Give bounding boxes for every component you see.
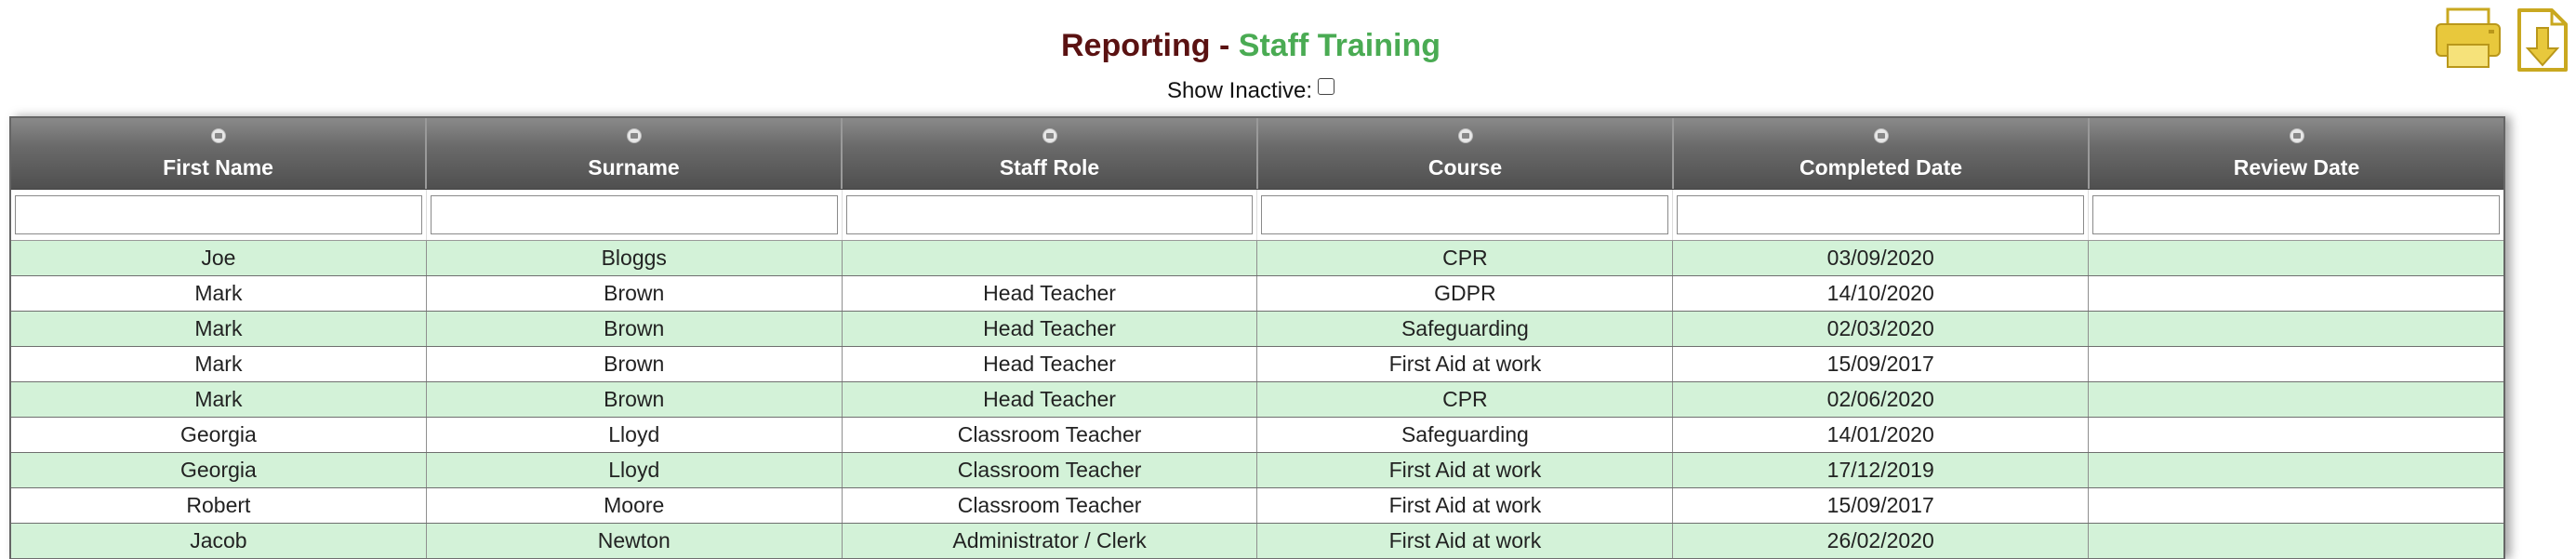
filter-cell [1673,190,2089,240]
cell-first-name: Georgia [11,418,427,452]
cell-surname: Bloggs [427,241,843,275]
cell-course: Safeguarding [1257,418,1673,452]
cell-surname: Lloyd [427,418,843,452]
show-inactive-checkbox[interactable] [1318,78,1334,95]
cell-completed-date: 02/06/2020 [1673,382,2089,417]
cell-staff-role: Classroom Teacher [843,418,1258,452]
cell-course: First Aid at work [1257,347,1673,381]
cell-completed-date: 17/12/2019 [1673,453,2089,487]
filter-row [11,189,2503,241]
table-row[interactable] [11,453,2503,488]
cell-course: GDPR [1257,276,1673,311]
cell-staff-role: Head Teacher [843,312,1258,346]
printer-icon[interactable] [2435,7,2502,69]
cell-staff-role: Administrator / Clerk [843,524,1258,558]
cell-course: First Aid at work [1257,524,1673,558]
filter-cell [2089,190,2503,240]
table-row[interactable] [11,347,2503,382]
filter-input-completed-date[interactable] [1677,195,2084,234]
cell-completed-date: 15/09/2017 [1673,347,2089,381]
cell-review-date [2089,488,2503,523]
cell-course: Safeguarding [1257,312,1673,346]
cell-first-name: Mark [11,382,427,417]
filter-input-surname[interactable] [431,195,838,234]
show-inactive-control [0,78,2502,104]
cell-staff-role: Head Teacher [843,276,1258,311]
column-header-label: Completed Date [1799,155,1963,180]
filter-cell [427,190,843,240]
cell-staff-role: Classroom Teacher [843,453,1258,487]
sort-icon[interactable] [1874,128,1889,143]
cell-surname: Newton [427,524,843,558]
cell-first-name: Mark [11,276,427,311]
column-header-first-name[interactable] [11,118,427,189]
table-row[interactable] [11,488,2503,524]
staff-training-grid [9,116,2505,559]
sort-icon[interactable] [1042,128,1057,143]
cell-course: CPR [1257,382,1673,417]
cell-review-date [2089,418,2503,452]
cell-staff-role: Head Teacher [843,347,1258,381]
column-header-course[interactable] [1258,118,1674,189]
table-row[interactable] [11,241,2503,276]
sort-icon[interactable] [2290,128,2304,143]
column-header-label: First Name [163,155,273,180]
cell-staff-role [843,241,1258,275]
cell-review-date [2089,276,2503,311]
cell-course: CPR [1257,241,1673,275]
cell-review-date [2089,524,2503,558]
cell-review-date [2089,382,2503,417]
filter-input-review-date[interactable] [2092,195,2500,234]
cell-surname: Brown [427,276,843,311]
column-header-staff-role[interactable] [843,118,1258,189]
cell-first-name: Mark [11,347,427,381]
sort-icon[interactable] [211,128,226,143]
sort-icon[interactable] [1458,128,1473,143]
cell-review-date [2089,312,2503,346]
title-prefix: Reporting - [1061,28,1239,63]
sort-icon[interactable] [627,128,642,143]
column-header-surname[interactable] [427,118,843,189]
column-header-completed-date[interactable] [1674,118,2090,189]
table-row[interactable] [11,276,2503,312]
table-row[interactable] [11,312,2503,347]
cell-completed-date: 03/09/2020 [1673,241,2089,275]
cell-surname: Brown [427,312,843,346]
page-title [0,28,2502,64]
cell-surname: Moore [427,488,843,523]
cell-surname: Brown [427,347,843,381]
filter-input-course[interactable] [1261,195,1668,234]
table-row[interactable] [11,418,2503,453]
cell-surname: Lloyd [427,453,843,487]
download-file-icon[interactable] [2516,7,2569,73]
column-header-label: Review Date [2233,155,2360,180]
cell-completed-date: 14/01/2020 [1673,418,2089,452]
column-header-label: Course [1427,155,1503,180]
title-suffix: Staff Training [1238,28,1441,63]
filter-cell [843,190,1258,240]
column-header-label: Surname [588,155,680,180]
cell-first-name: Mark [11,312,427,346]
cell-completed-date: 15/09/2017 [1673,488,2089,523]
cell-surname: Brown [427,382,843,417]
cell-review-date [2089,241,2503,275]
cell-review-date [2089,453,2503,487]
filter-input-first-name[interactable] [15,195,422,234]
cell-course: First Aid at work [1257,453,1673,487]
column-header-review-date[interactable] [2090,118,2503,189]
cell-first-name: Robert [11,488,427,523]
table-body [11,241,2503,559]
filter-input-staff-role[interactable] [846,195,1254,234]
cell-course: First Aid at work [1257,488,1673,523]
filter-cell [11,190,427,240]
header-row [11,118,2503,189]
cell-completed-date: 26/02/2020 [1673,524,2089,558]
show-inactive-label: Show Inactive: [1166,78,1313,103]
column-header-label: Staff Role [999,155,1100,180]
cell-first-name: Jacob [11,524,427,558]
cell-review-date [2089,347,2503,381]
cell-first-name: Georgia [11,453,427,487]
cell-completed-date: 14/10/2020 [1673,276,2089,311]
cell-first-name: Joe [11,241,427,275]
filter-cell [1257,190,1673,240]
table-row[interactable] [11,382,2503,418]
cell-staff-role: Head Teacher [843,382,1258,417]
table-row[interactable] [11,524,2503,559]
cell-staff-role: Classroom Teacher [843,488,1258,523]
cell-completed-date: 02/03/2020 [1673,312,2089,346]
